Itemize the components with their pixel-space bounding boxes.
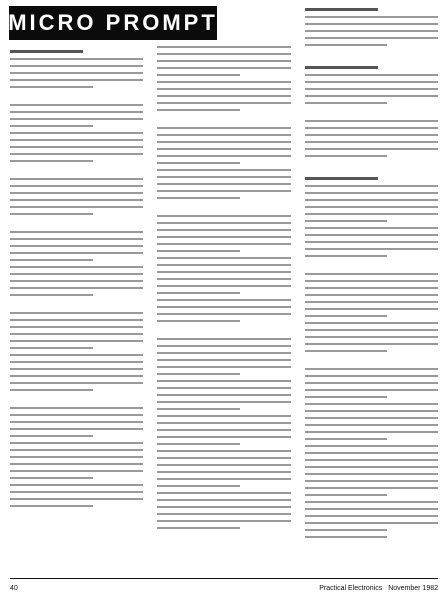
- text-line-placeholder: [305, 459, 438, 461]
- text-line-placeholder: [10, 153, 143, 155]
- text-line-placeholder: [10, 192, 143, 194]
- text-line-placeholder: [305, 102, 388, 104]
- paragraph-gap: [157, 327, 290, 333]
- paragraph-gap: [305, 357, 438, 363]
- text-line-placeholder: [157, 292, 240, 294]
- text-line-placeholder: [157, 236, 290, 238]
- text-line-placeholder: [157, 250, 240, 252]
- text-line-placeholder: [157, 229, 290, 231]
- text-line-placeholder: [10, 421, 143, 423]
- text-line-placeholder: [157, 443, 240, 445]
- text-line-placeholder: [305, 248, 438, 250]
- text-line-placeholder: [305, 44, 388, 46]
- text-line-placeholder: [157, 464, 290, 466]
- text-line-placeholder: [305, 329, 438, 331]
- left-column: [10, 46, 143, 573]
- text-line-placeholder: [305, 487, 438, 489]
- text-line-placeholder: [157, 162, 240, 164]
- text-line-placeholder: [10, 86, 93, 88]
- text-line-placeholder: [305, 155, 388, 157]
- text-line-placeholder: [10, 456, 143, 458]
- text-line-placeholder: [10, 213, 93, 215]
- text-line-placeholder: [10, 435, 93, 437]
- text-line-placeholder: [305, 529, 388, 531]
- text-line-placeholder: [305, 95, 438, 97]
- text-line-placeholder: [10, 340, 143, 342]
- text-line-placeholder: [305, 255, 388, 257]
- footer-issue: [315, 585, 438, 592]
- text-line-placeholder: [10, 245, 143, 247]
- paragraph-gap: [10, 301, 143, 307]
- text-line-placeholder: [157, 53, 290, 55]
- text-line-placeholder: [157, 271, 290, 273]
- paragraph-gap: [10, 220, 143, 226]
- text-line-placeholder: [305, 74, 438, 76]
- text-line-placeholder: [10, 125, 93, 127]
- text-line-placeholder: [10, 294, 93, 296]
- paragraph-gap: [305, 262, 438, 268]
- text-line-placeholder: [305, 417, 438, 419]
- text-line-placeholder: [157, 338, 290, 340]
- text-line-placeholder: [157, 471, 290, 473]
- text-line-placeholder: [157, 450, 290, 452]
- text-line-placeholder: [10, 347, 93, 349]
- text-line-placeholder: [305, 213, 438, 215]
- issue-date: November 1982: [388, 584, 438, 592]
- text-line-placeholder: [305, 445, 438, 447]
- text-line-placeholder: [157, 359, 290, 361]
- paragraph-gap: [305, 109, 438, 115]
- text-line-placeholder: [10, 79, 143, 81]
- text-line-placeholder: [10, 477, 93, 479]
- text-line-placeholder: [305, 199, 438, 201]
- text-line-placeholder: [305, 88, 438, 90]
- text-line-placeholder: [157, 436, 290, 438]
- text-line-placeholder: [10, 407, 143, 409]
- text-line-placeholder: [10, 111, 143, 113]
- text-line-placeholder: [10, 312, 143, 314]
- text-line-placeholder: [305, 148, 438, 150]
- text-line-placeholder: [305, 431, 438, 433]
- text-line-placeholder: [305, 322, 438, 324]
- text-line-placeholder: [10, 361, 143, 363]
- text-line-placeholder: [10, 146, 143, 148]
- text-line-placeholder: [305, 494, 388, 496]
- text-line-placeholder: [305, 343, 438, 345]
- text-line-placeholder: [305, 308, 438, 310]
- text-line-placeholder: [305, 234, 438, 236]
- text-line-placeholder: [10, 185, 143, 187]
- text-line-placeholder: [157, 148, 290, 150]
- text-line-placeholder: [157, 102, 290, 104]
- text-line-placeholder: [157, 134, 290, 136]
- paragraph-gap: [10, 93, 143, 99]
- text-line-placeholder: [305, 220, 388, 222]
- text-line-placeholder: [305, 382, 438, 384]
- paragraph-gap: [157, 116, 290, 122]
- text-line-placeholder: [10, 259, 93, 261]
- text-line-placeholder: [157, 401, 290, 403]
- text-line-placeholder: [10, 491, 143, 493]
- text-line-placeholder: [10, 273, 143, 275]
- text-line-placeholder: [10, 470, 143, 472]
- text-line-placeholder: [157, 278, 290, 280]
- text-line-placeholder: [157, 366, 290, 368]
- text-line-placeholder: [157, 74, 240, 76]
- text-line-placeholder: [305, 206, 438, 208]
- text-line-placeholder: [157, 373, 240, 375]
- text-line-placeholder: [305, 241, 438, 243]
- text-line-placeholder: [305, 294, 438, 296]
- text-line-placeholder: [157, 527, 240, 529]
- page-number: 40: [10, 584, 18, 592]
- text-line-placeholder: [10, 442, 143, 444]
- text-line-placeholder: [10, 463, 143, 465]
- text-line-placeholder: [157, 380, 290, 382]
- paragraph-gap: [10, 396, 143, 402]
- paragraph-gap: [10, 167, 143, 173]
- text-line-placeholder: [157, 499, 290, 501]
- text-line-placeholder: [305, 480, 438, 482]
- text-line-placeholder: [305, 8, 378, 11]
- text-line-placeholder: [305, 301, 438, 303]
- text-line-placeholder: [305, 424, 438, 426]
- text-line-placeholder: [305, 141, 438, 143]
- text-line-placeholder: [305, 23, 438, 25]
- text-line-placeholder: [305, 280, 438, 282]
- text-line-placeholder: [305, 515, 438, 517]
- text-line-placeholder: [157, 313, 290, 315]
- text-line-placeholder: [157, 422, 290, 424]
- text-line-placeholder: [10, 199, 143, 201]
- text-line-placeholder: [10, 104, 143, 106]
- text-line-placeholder: [10, 375, 143, 377]
- paragraph-gap: [305, 162, 438, 168]
- text-line-placeholder: [10, 354, 143, 356]
- text-line-placeholder: [305, 37, 438, 39]
- text-line-placeholder: [157, 257, 290, 259]
- text-line-placeholder: [305, 134, 438, 136]
- text-line-placeholder: [305, 501, 438, 503]
- text-line-placeholder: [157, 141, 290, 143]
- text-line-placeholder: [157, 320, 240, 322]
- text-line-placeholder: [157, 306, 290, 308]
- masthead: [9, 6, 217, 40]
- text-line-placeholder: [157, 67, 290, 69]
- text-line-placeholder: [157, 394, 290, 396]
- text-line-placeholder: [157, 215, 290, 217]
- text-line-placeholder: [305, 473, 438, 475]
- text-line-placeholder: [305, 368, 438, 370]
- text-line-placeholder: [10, 449, 143, 451]
- text-line-placeholder: [10, 266, 143, 268]
- paragraph-gap: [305, 51, 438, 57]
- text-line-placeholder: [10, 178, 143, 180]
- text-line-placeholder: [305, 120, 438, 122]
- text-line-placeholder: [157, 285, 290, 287]
- text-line-placeholder: [305, 30, 438, 32]
- text-line-placeholder: [157, 408, 240, 410]
- text-line-placeholder: [305, 315, 388, 317]
- text-line-placeholder: [157, 345, 290, 347]
- text-line-placeholder: [157, 60, 290, 62]
- text-line-placeholder: [10, 50, 83, 53]
- text-line-placeholder: [10, 58, 143, 60]
- text-line-placeholder: [305, 273, 438, 275]
- text-line-placeholder: [10, 132, 143, 134]
- masthead-title: MICRO PROMPT: [8, 10, 218, 35]
- text-line-placeholder: [10, 287, 143, 289]
- text-line-placeholder: [157, 197, 240, 199]
- text-line-placeholder: [305, 410, 438, 412]
- right-column: [305, 4, 438, 573]
- text-line-placeholder: [157, 190, 290, 192]
- text-line-placeholder: [10, 72, 143, 74]
- text-line-placeholder: [157, 429, 290, 431]
- text-line-placeholder: [305, 177, 378, 180]
- text-line-placeholder: [10, 231, 143, 233]
- text-line-placeholder: [305, 336, 438, 338]
- text-line-placeholder: [157, 387, 290, 389]
- text-line-placeholder: [305, 192, 438, 194]
- text-line-placeholder: [305, 81, 438, 83]
- text-line-placeholder: [10, 252, 143, 254]
- text-line-placeholder: [305, 396, 388, 398]
- text-line-placeholder: [157, 492, 290, 494]
- text-line-placeholder: [157, 264, 290, 266]
- text-line-placeholder: [305, 438, 388, 440]
- text-line-placeholder: [305, 466, 438, 468]
- text-line-placeholder: [157, 457, 290, 459]
- text-line-placeholder: [10, 118, 143, 120]
- text-line-placeholder: [157, 299, 290, 301]
- text-line-placeholder: [157, 109, 240, 111]
- text-line-placeholder: [157, 478, 290, 480]
- publication-name: Practical Electronics: [319, 584, 383, 592]
- text-line-placeholder: [10, 139, 143, 141]
- text-line-placeholder: [305, 389, 438, 391]
- text-line-placeholder: [157, 243, 290, 245]
- text-line-placeholder: [305, 350, 388, 352]
- text-line-placeholder: [305, 66, 378, 69]
- text-line-placeholder: [10, 382, 143, 384]
- text-line-placeholder: [157, 513, 290, 515]
- text-line-placeholder: [10, 280, 143, 282]
- text-line-placeholder: [10, 319, 143, 321]
- text-line-placeholder: [157, 81, 290, 83]
- text-line-placeholder: [157, 176, 290, 178]
- text-line-placeholder: [157, 155, 290, 157]
- text-line-placeholder: [305, 536, 388, 538]
- text-line-placeholder: [10, 389, 93, 391]
- article-columns: [10, 46, 438, 573]
- text-line-placeholder: [157, 520, 290, 522]
- text-line-placeholder: [305, 508, 438, 510]
- text-line-placeholder: [305, 16, 438, 18]
- text-line-placeholder: [10, 160, 93, 162]
- text-line-placeholder: [305, 375, 438, 377]
- text-line-placeholder: [157, 46, 290, 48]
- text-line-placeholder: [10, 428, 143, 430]
- text-line-placeholder: [305, 403, 438, 405]
- text-line-placeholder: [305, 227, 438, 229]
- text-line-placeholder: [10, 368, 143, 370]
- text-line-placeholder: [10, 206, 143, 208]
- text-line-placeholder: [10, 238, 143, 240]
- text-line-placeholder: [10, 414, 143, 416]
- text-line-placeholder: [10, 65, 143, 67]
- text-line-placeholder: [157, 127, 290, 129]
- text-line-placeholder: [157, 88, 290, 90]
- text-line-placeholder: [305, 452, 438, 454]
- page-footer: [10, 578, 438, 595]
- text-line-placeholder: [157, 415, 290, 417]
- text-line-placeholder: [157, 183, 290, 185]
- text-line-placeholder: [157, 222, 290, 224]
- text-line-placeholder: [305, 522, 438, 524]
- text-line-placeholder: [10, 498, 143, 500]
- text-line-placeholder: [157, 95, 290, 97]
- text-line-placeholder: [10, 505, 93, 507]
- text-line-placeholder: [10, 333, 143, 335]
- paragraph-gap: [157, 204, 290, 210]
- text-line-placeholder: [157, 506, 290, 508]
- text-line-placeholder: [305, 127, 438, 129]
- text-line-placeholder: [305, 287, 438, 289]
- text-line-placeholder: [157, 169, 290, 171]
- text-line-placeholder: [157, 352, 290, 354]
- text-line-placeholder: [10, 484, 143, 486]
- middle-column: [157, 46, 290, 573]
- text-line-placeholder: [157, 485, 240, 487]
- text-line-placeholder: [305, 185, 438, 187]
- text-line-placeholder: [10, 326, 143, 328]
